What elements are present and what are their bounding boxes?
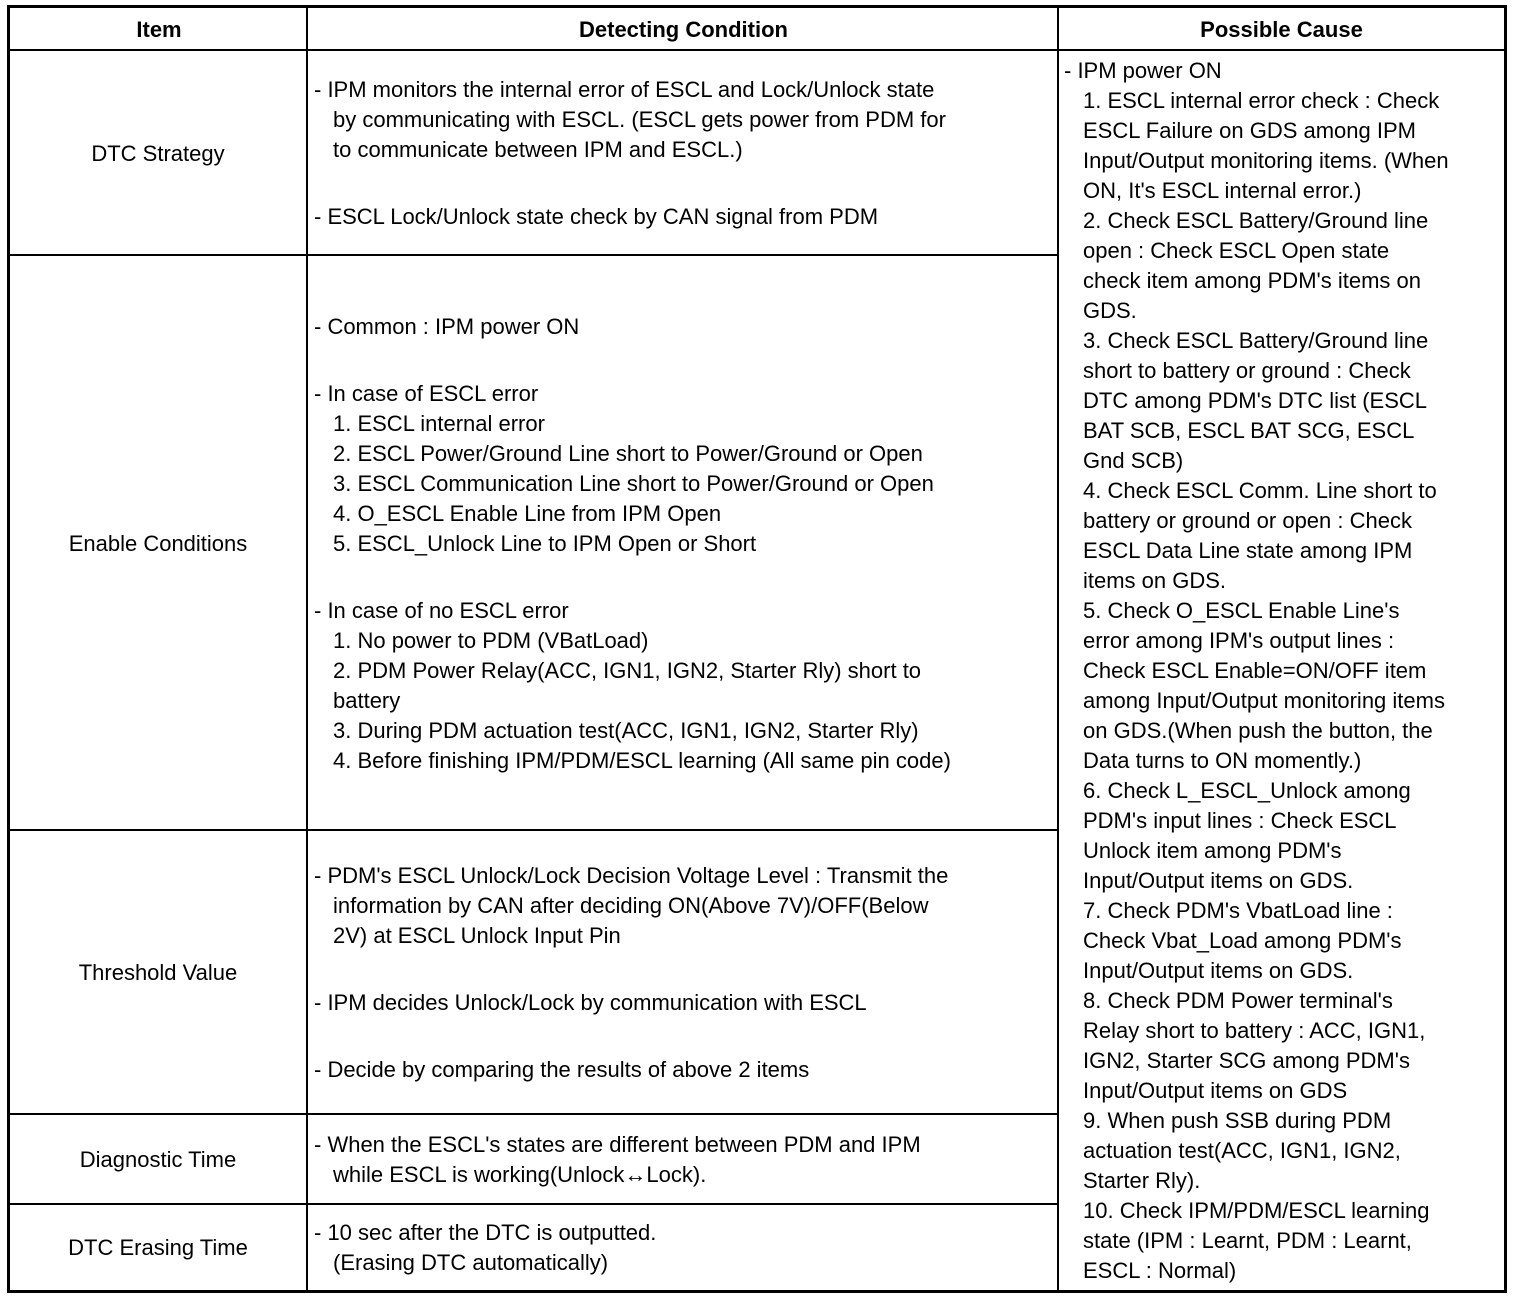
cause-line: BAT SCB, ESCL BAT SCG, ESCL xyxy=(1083,417,1415,443)
condition-line: - IPM monitors the internal error of ESCL and Lock/Unlock state xyxy=(314,77,935,102)
condition-line: 3. ESCL Communication Line short to Power/Ground or Open xyxy=(333,470,934,496)
condition-line: 1. No power to PDM (VBatLoad) xyxy=(333,627,649,653)
item-cell: Enable Conditions xyxy=(68,530,248,556)
cause-line: Unlock item among PDM's xyxy=(1083,837,1342,863)
cause-line: ESCL Data Line state among IPM xyxy=(1083,537,1413,563)
cause-line: on GDS.(When push the button, the xyxy=(1083,717,1433,743)
condition-line: information by CAN after deciding ON(Above 7V)/OFF(Below xyxy=(333,893,929,918)
condition-line: - 10 sec after the DTC is outputted. xyxy=(314,1219,657,1245)
condition-paragraph xyxy=(314,202,1057,232)
cause-line: battery or ground or open : Check xyxy=(1083,507,1412,533)
cause-line: Input/Output items on GDS. xyxy=(1083,867,1354,893)
header-detecting-condition: Detecting Condition xyxy=(579,16,788,42)
item-cell: DTC Erasing Time xyxy=(68,1234,248,1260)
condition-line: 2V) at ESCL Unlock Input Pin xyxy=(333,923,621,948)
cause-line: 4. Check ESCL Comm. Line short to xyxy=(1083,477,1437,503)
cause-line: ESCL Failure on GDS among IPM xyxy=(1083,117,1416,143)
cause-line: state (IPM : Learnt, PDM : Learnt, xyxy=(1083,1227,1412,1253)
condition-line: 1. ESCL internal error xyxy=(333,410,545,436)
cause-line: Check Vbat_Load among PDM's xyxy=(1083,927,1402,953)
cause-line: open : Check ESCL Open state xyxy=(1083,237,1390,263)
cause-line: DTC among PDM's DTC list (ESCL xyxy=(1083,387,1428,413)
cause-line: among Input/Output monitoring items xyxy=(1083,687,1445,713)
dtc-table xyxy=(7,5,1507,1293)
cause-line: ON, It's ESCL internal error.) xyxy=(1083,177,1362,203)
cause-line: 10. Check IPM/PDM/ESCL learning xyxy=(1083,1197,1430,1223)
cause-line: 5. Check O_ESCL Enable Line's xyxy=(1083,597,1400,623)
cause-line: 9. When push SSB during PDM xyxy=(1083,1107,1392,1133)
cause-line: Data turns to ON momently.) xyxy=(1083,747,1362,773)
condition-paragraph xyxy=(314,988,1057,1018)
cause-line: Input/Output items on GDS. xyxy=(1083,957,1354,983)
cause-line: Relay short to battery : ACC, IGN1, xyxy=(1083,1017,1426,1043)
condition-line: to communicate between IPM and ESCL.) xyxy=(333,137,743,162)
cause-line: check item among PDM's items on xyxy=(1083,267,1421,293)
item-cell: DTC Strategy xyxy=(91,140,225,166)
condition-line: - IPM decides Unlock/Lock by communication with ESCL xyxy=(314,990,867,1015)
cause-line: 1. ESCL internal error check : Check xyxy=(1083,87,1440,113)
condition-line: - Decide by comparing the results of above 2 items xyxy=(314,1057,810,1082)
cause-line: 2. Check ESCL Battery/Ground line xyxy=(1083,207,1429,233)
detecting-condition-cell xyxy=(308,256,1057,831)
cause-line: Gnd SCB) xyxy=(1083,447,1184,473)
cause-line: 7. Check PDM's VbatLoad line : xyxy=(1083,897,1393,923)
condition-line: 2. ESCL Power/Ground Line short to Power/Ground or Open xyxy=(333,440,923,466)
possible-cause-cell xyxy=(1059,51,1504,1290)
condition-line: - In case of ESCL error xyxy=(314,380,539,406)
condition-paragraph xyxy=(314,312,1057,342)
detecting-condition-cell xyxy=(308,1115,1057,1205)
condition-paragraph xyxy=(314,596,1057,776)
condition-paragraph xyxy=(314,861,1057,951)
header-item: Item xyxy=(136,16,182,42)
condition-line: - PDM's ESCL Unlock/Lock Decision Voltage Level : Transmit the xyxy=(314,863,949,888)
condition-line: - In case of no ESCL error xyxy=(314,597,569,623)
cause-line: 8. Check PDM Power terminal's xyxy=(1083,987,1393,1013)
cause-line: IGN2, Starter SCG among PDM's xyxy=(1083,1047,1410,1073)
condition-line: battery xyxy=(333,687,401,713)
condition-line: 3. During PDM actuation test(ACC, IGN1, IGN2, Starter Rly) xyxy=(333,717,919,743)
cause-line: Input/Output monitoring items. (When xyxy=(1083,147,1449,173)
cause-line: PDM's input lines : Check ESCL xyxy=(1083,807,1397,833)
cause-line: ESCL : Normal) xyxy=(1083,1257,1237,1283)
header-possible-cause: Possible Cause xyxy=(1200,16,1363,42)
cause-line: GDS. xyxy=(1083,297,1137,323)
cause-line: short to battery or ground : Check xyxy=(1083,357,1411,383)
condition-line: - When the ESCL's states are different between PDM and IPM xyxy=(314,1132,921,1157)
cause-line: Check ESCL Enable=ON/OFF item xyxy=(1083,657,1427,683)
cause-line: items on GDS. xyxy=(1083,567,1227,593)
detecting-condition-cell xyxy=(308,831,1057,1115)
condition-line: - ESCL Lock/Unlock state check by CAN signal from PDM xyxy=(314,204,879,229)
cause-line: Input/Output items on GDS xyxy=(1083,1077,1348,1103)
condition-paragraph xyxy=(314,379,1057,559)
detecting-condition-cell xyxy=(308,51,1057,256)
cause-line: error among IPM's output lines : xyxy=(1083,627,1395,653)
cause-line: 6. Check L_ESCL_Unlock among xyxy=(1083,777,1411,803)
detecting-condition-cell xyxy=(308,1205,1057,1290)
condition-line: (Erasing DTC automatically) xyxy=(333,1249,609,1275)
item-cell: Diagnostic Time xyxy=(79,1147,237,1172)
condition-line: 2. PDM Power Relay(ACC, IGN1, IGN2, Starter Rly) short to xyxy=(333,657,922,683)
cause-line: 3. Check ESCL Battery/Ground line xyxy=(1083,327,1429,353)
condition-line: - Common : IPM power ON xyxy=(314,313,580,339)
condition-paragraph xyxy=(314,1218,1057,1278)
cause-line: actuation test(ACC, IGN1, IGN2, xyxy=(1083,1137,1401,1163)
cause-line: Starter Rly). xyxy=(1083,1167,1201,1193)
condition-line: 4. O_ESCL Enable Line from IPM Open xyxy=(333,500,722,526)
condition-paragraph xyxy=(314,1130,1057,1190)
condition-paragraph xyxy=(314,75,1057,165)
condition-line: 5. ESCL_Unlock Line to IPM Open or Short xyxy=(333,530,757,556)
condition-paragraph xyxy=(314,1055,1057,1085)
condition-line: 4. Before finishing IPM/PDM/ESCL learning (All same pin code) xyxy=(333,747,951,773)
condition-line: by communicating with ESCL. (ESCL gets power from PDM for xyxy=(333,107,946,132)
cause-line: - IPM power ON xyxy=(1064,57,1222,83)
condition-line: while ESCL is working(Unlock↔Lock). xyxy=(333,1162,707,1187)
item-cell: Threshold Value xyxy=(78,960,238,985)
